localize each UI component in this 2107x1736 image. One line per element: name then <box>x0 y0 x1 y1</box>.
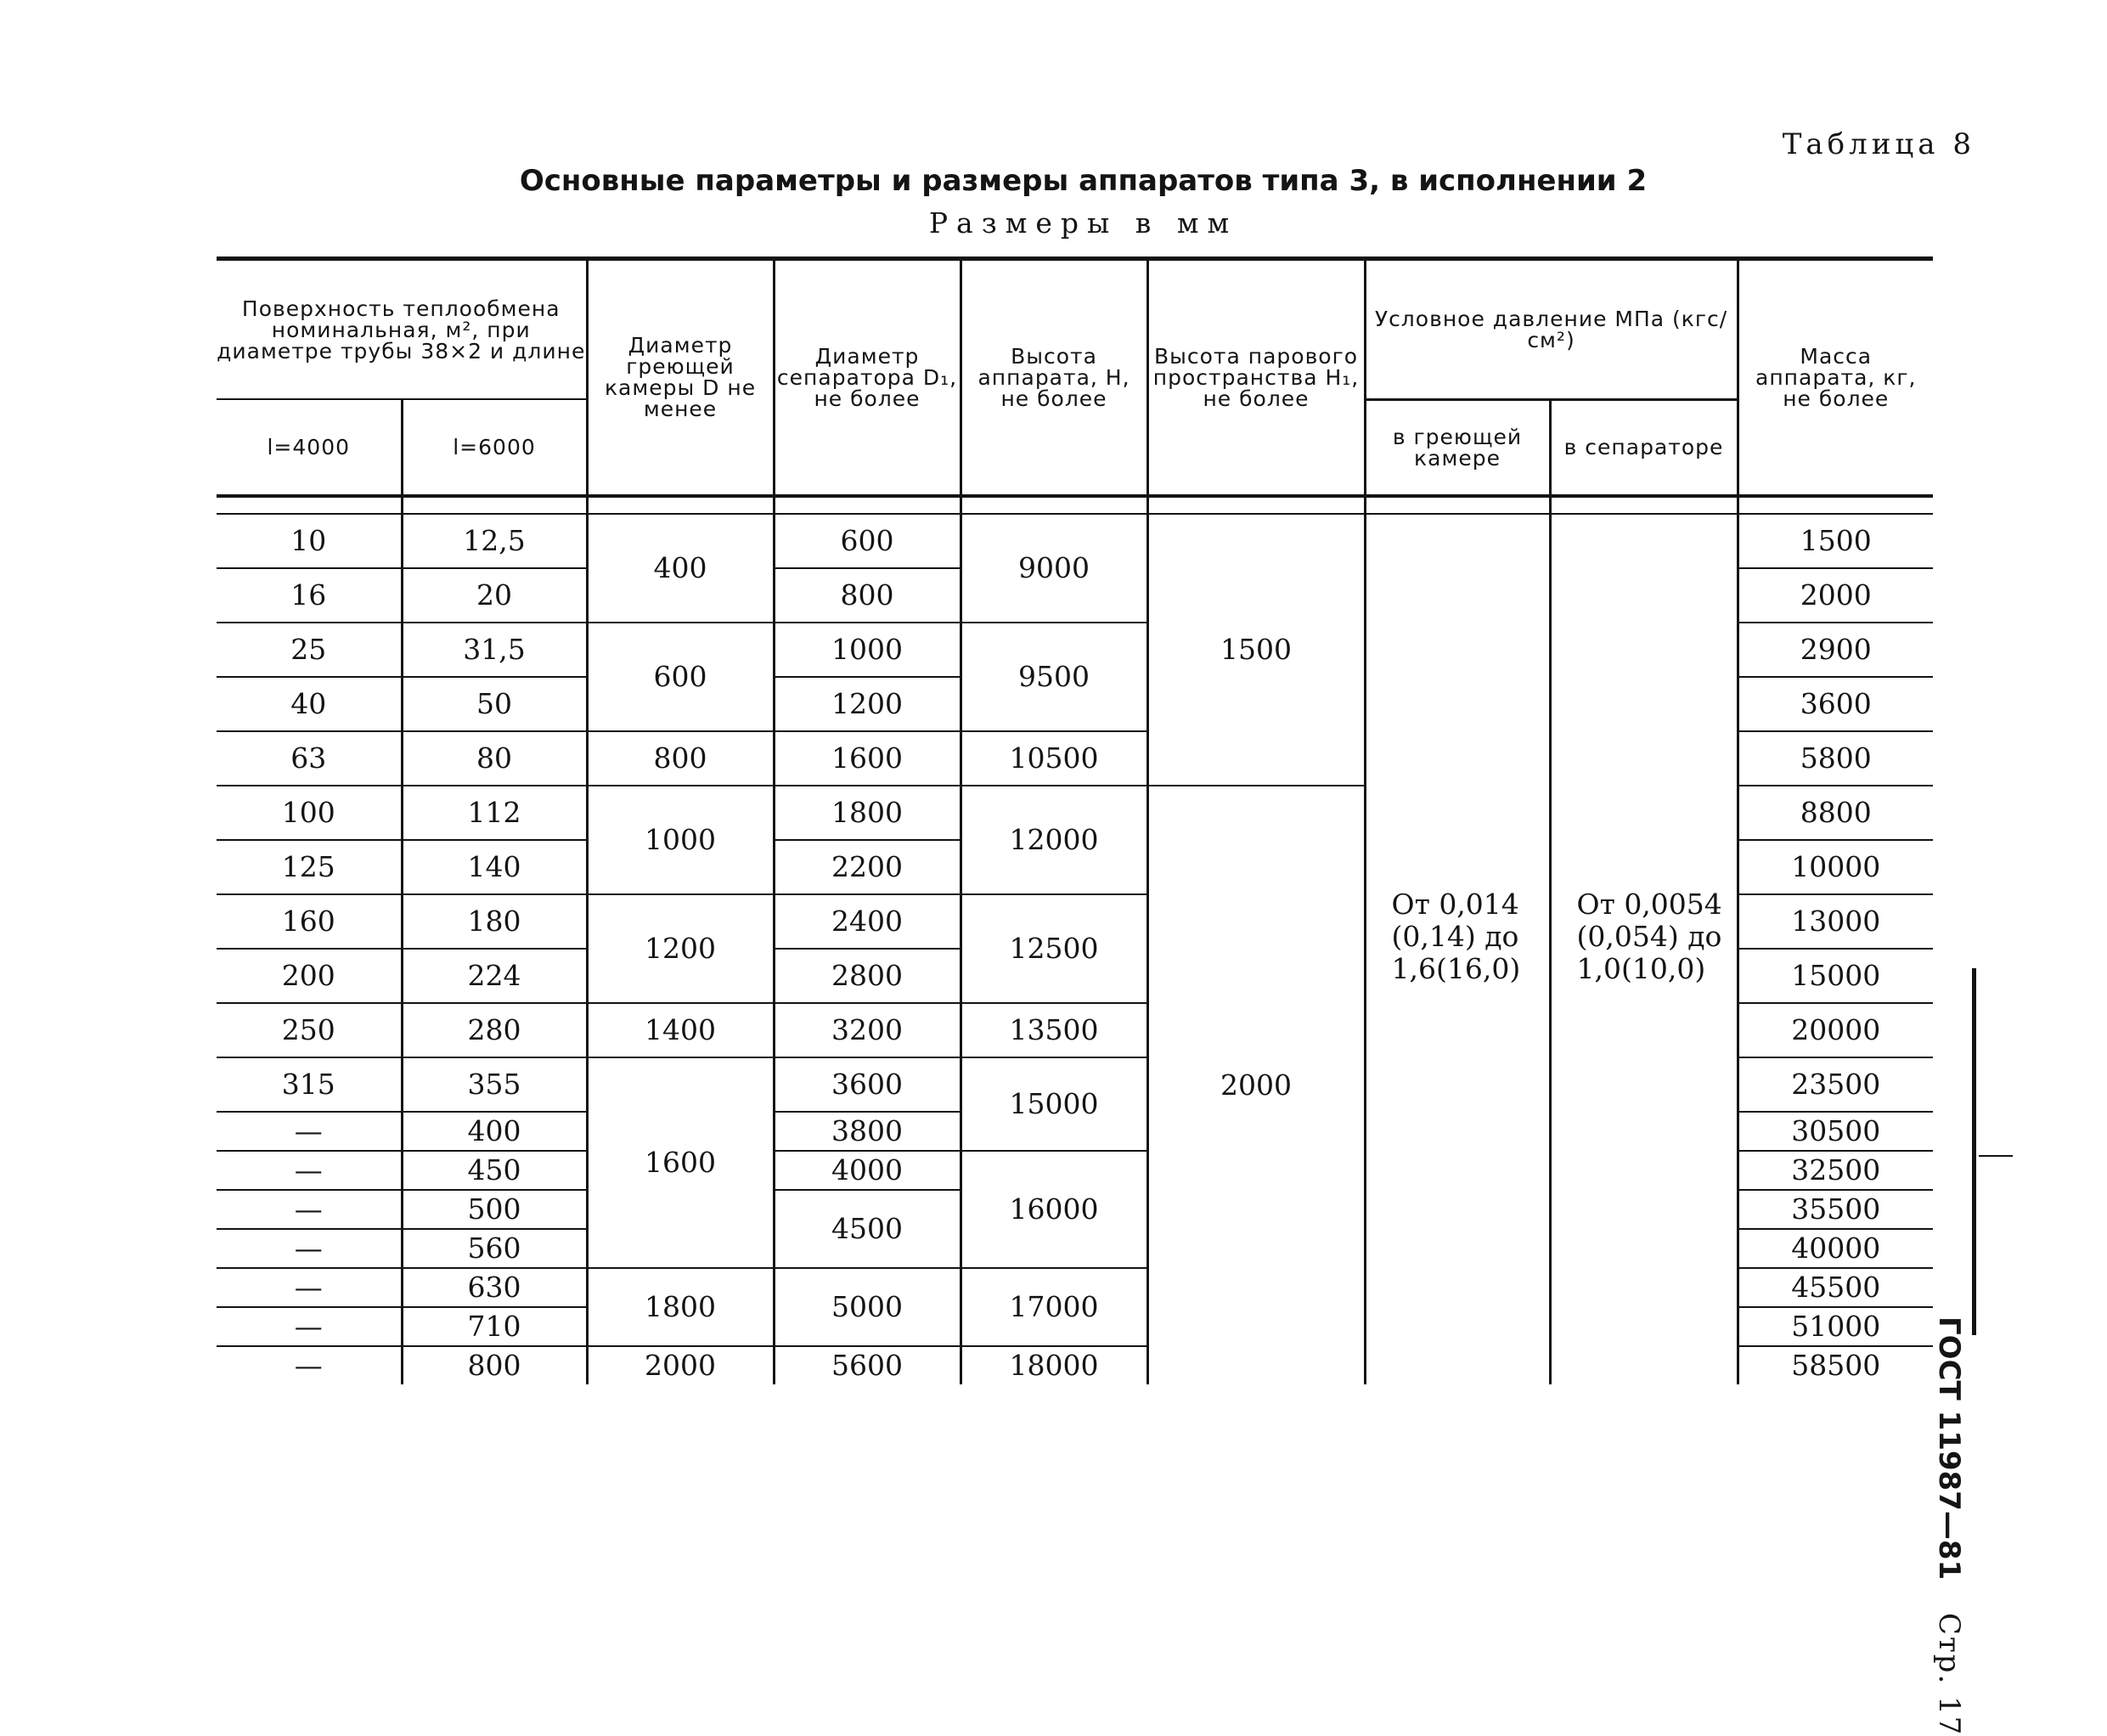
cell-l6000: 500 <box>402 1190 587 1229</box>
cell-apparatus-height: 16000 <box>961 1151 1147 1268</box>
cell-mass: 15000 <box>1738 949 1933 1003</box>
cell-separator: 3200 <box>774 1003 961 1057</box>
cell-pressure-heat-chamber <box>1365 514 1550 1384</box>
cell-separator: 4500 <box>774 1190 961 1268</box>
cell-l4000: 125 <box>217 840 402 894</box>
cell-separator: 1000 <box>774 623 961 677</box>
cell-l4000: 63 <box>217 731 402 786</box>
cell-l4000: 160 <box>217 894 402 949</box>
cell-l4000: — <box>217 1229 402 1268</box>
cell-heat-chamber: 1200 <box>587 894 774 1003</box>
cell-mass: 2900 <box>1738 623 1933 677</box>
cell-separator: 2800 <box>774 949 961 1003</box>
page-number: Стр. 17 <box>1932 1612 1966 1736</box>
cell-apparatus-height: 9500 <box>961 623 1147 731</box>
cell-l6000: 400 <box>402 1112 587 1151</box>
cell-separator: 2200 <box>774 840 961 894</box>
cell-l6000: 800 <box>402 1346 587 1384</box>
pressure-heat-line-1: От 0,014 <box>1391 887 1519 921</box>
cell-apparatus-height: 13500 <box>961 1003 1147 1057</box>
cell-l6000: 20 <box>402 568 587 623</box>
header-mass: Масса аппарата, кг, не более <box>1738 259 1933 496</box>
table-title: Основные параметры и размеры аппаратов типа 3, в исполнении 2 <box>519 164 1648 198</box>
cell-l6000: 180 <box>402 894 587 949</box>
cell-mass: 8800 <box>1738 786 1933 840</box>
cell-l4000: — <box>217 1151 402 1190</box>
standard-number: ГОСТ 11987—81 <box>1932 1316 1966 1581</box>
cell-separator: 1800 <box>774 786 961 840</box>
cell-heat-chamber: 600 <box>587 623 774 731</box>
cell-separator: 5000 <box>774 1268 961 1346</box>
cell-pressure-separator <box>1550 514 1738 1384</box>
cell-heat-chamber: 1400 <box>587 1003 774 1057</box>
margin-rule <box>1972 968 1976 1335</box>
cell-mass: 1500 <box>1738 514 1933 568</box>
cell-steam-space: 1500 <box>1147 514 1365 786</box>
cell-l4000: 16 <box>217 568 402 623</box>
cell-apparatus-height: 10500 <box>961 731 1147 786</box>
cell-l6000: 12,5 <box>402 514 587 568</box>
cell-l4000: — <box>217 1190 402 1229</box>
cell-apparatus-height: 15000 <box>961 1057 1147 1151</box>
cell-l4000: 25 <box>217 623 402 677</box>
cell-l4000: — <box>217 1112 402 1151</box>
cell-heat-chamber: 1800 <box>587 1268 774 1346</box>
cell-separator: 3800 <box>774 1112 961 1151</box>
table-row <box>217 514 1933 568</box>
cell-l6000: 31,5 <box>402 623 587 677</box>
cell-l6000: 50 <box>402 677 587 731</box>
cell-l6000: 355 <box>402 1057 587 1112</box>
header-length-4000: l=4000 <box>217 399 402 496</box>
cell-steam-space: 2000 <box>1147 786 1365 1384</box>
cell-separator: 2400 <box>774 894 961 949</box>
cell-l6000: 224 <box>402 949 587 1003</box>
cell-l6000: 280 <box>402 1003 587 1057</box>
cell-heat-chamber: 800 <box>587 731 774 786</box>
cell-mass: 20000 <box>1738 1003 1933 1057</box>
cell-l4000: 10 <box>217 514 402 568</box>
cell-heat-chamber: 400 <box>587 514 774 623</box>
cell-separator: 3600 <box>774 1057 961 1112</box>
cell-mass: 23500 <box>1738 1057 1933 1112</box>
cell-separator: 1200 <box>774 677 961 731</box>
cell-l6000: 112 <box>402 786 587 840</box>
cell-separator: 4000 <box>774 1151 961 1190</box>
cell-mass: 10000 <box>1738 840 1933 894</box>
cell-mass: 35500 <box>1738 1190 1933 1229</box>
margin-mark <box>1979 1155 2013 1157</box>
cell-apparatus-height: 17000 <box>961 1268 1147 1346</box>
cell-separator: 5600 <box>774 1346 961 1384</box>
cell-apparatus-height: 9000 <box>961 514 1147 623</box>
cell-mass: 45500 <box>1738 1268 1933 1307</box>
header-separator-diameter: Диаметр сепаратора D₁, не более <box>774 259 961 496</box>
cell-l4000: 250 <box>217 1003 402 1057</box>
cell-l4000: 40 <box>217 677 402 731</box>
header-pressure-separator: в сепараторе <box>1550 399 1738 496</box>
cell-mass: 30500 <box>1738 1112 1933 1151</box>
cell-apparatus-height: 12000 <box>961 786 1147 894</box>
cell-l6000: 450 <box>402 1151 587 1190</box>
table-number: Таблица 8 <box>1782 127 1975 161</box>
page-footer-vertical <box>1932 1316 1966 1736</box>
cell-l6000: 710 <box>402 1307 587 1346</box>
cell-mass: 32500 <box>1738 1151 1933 1190</box>
cell-l6000: 630 <box>402 1268 587 1307</box>
header-surface: Поверхность теплообмена номинальная, м², при диаметре трубы 38×2 и длине <box>217 259 587 400</box>
header-pressure: Условное давление МПа (кгс/см²) <box>1365 259 1738 400</box>
cell-l4000: 315 <box>217 1057 402 1112</box>
cell-heat-chamber: 2000 <box>587 1346 774 1384</box>
cell-separator: 800 <box>774 568 961 623</box>
cell-heat-chamber: 1600 <box>587 1057 774 1268</box>
header-length-6000: l=6000 <box>402 399 587 496</box>
cell-separator: 1600 <box>774 731 961 786</box>
cell-mass: 51000 <box>1738 1307 1933 1346</box>
cell-apparatus-height: 18000 <box>961 1346 1147 1384</box>
cell-mass: 5800 <box>1738 731 1933 786</box>
cell-mass: 58500 <box>1738 1346 1933 1384</box>
pressure-heat-line-3: 1,6(16,0) <box>1391 951 1521 985</box>
cell-mass: 40000 <box>1738 1229 1933 1268</box>
cell-l4000: — <box>217 1268 402 1307</box>
cell-l4000: 200 <box>217 949 402 1003</box>
cell-l4000: — <box>217 1307 402 1346</box>
header-heat-chamber-diameter: Диаметр греющей камеры D не менее <box>587 259 774 496</box>
header-pressure-heat-chamber: в греющей камере <box>1365 399 1550 496</box>
pressure-separator-line-3: 1,0(10,0) <box>1576 951 1706 985</box>
cell-separator: 600 <box>774 514 961 568</box>
header-apparatus-height: Высота аппарата, H, не более <box>961 259 1147 496</box>
cell-l6000: 140 <box>402 840 587 894</box>
cell-mass: 2000 <box>1738 568 1933 623</box>
pressure-heat-line-2: (0,14) до <box>1391 919 1519 953</box>
header-steam-space-height: Высота парового пространства H₁, не более <box>1147 259 1365 496</box>
pressure-separator-line-2: (0,054) до <box>1576 919 1722 953</box>
cell-heat-chamber: 1000 <box>587 786 774 894</box>
cell-l4000: — <box>217 1346 402 1384</box>
cell-mass: 3600 <box>1738 677 1933 731</box>
cell-l6000: 80 <box>402 731 587 786</box>
cell-l4000: 100 <box>217 786 402 840</box>
pressure-separator-line-1: От 0,0054 <box>1576 887 1722 921</box>
parameters-table <box>217 256 1933 1384</box>
cell-mass: 13000 <box>1738 894 1933 949</box>
table-units: Размеры в мм <box>928 206 1238 240</box>
cell-apparatus-height: 12500 <box>961 894 1147 1003</box>
cell-l6000: 560 <box>402 1229 587 1268</box>
